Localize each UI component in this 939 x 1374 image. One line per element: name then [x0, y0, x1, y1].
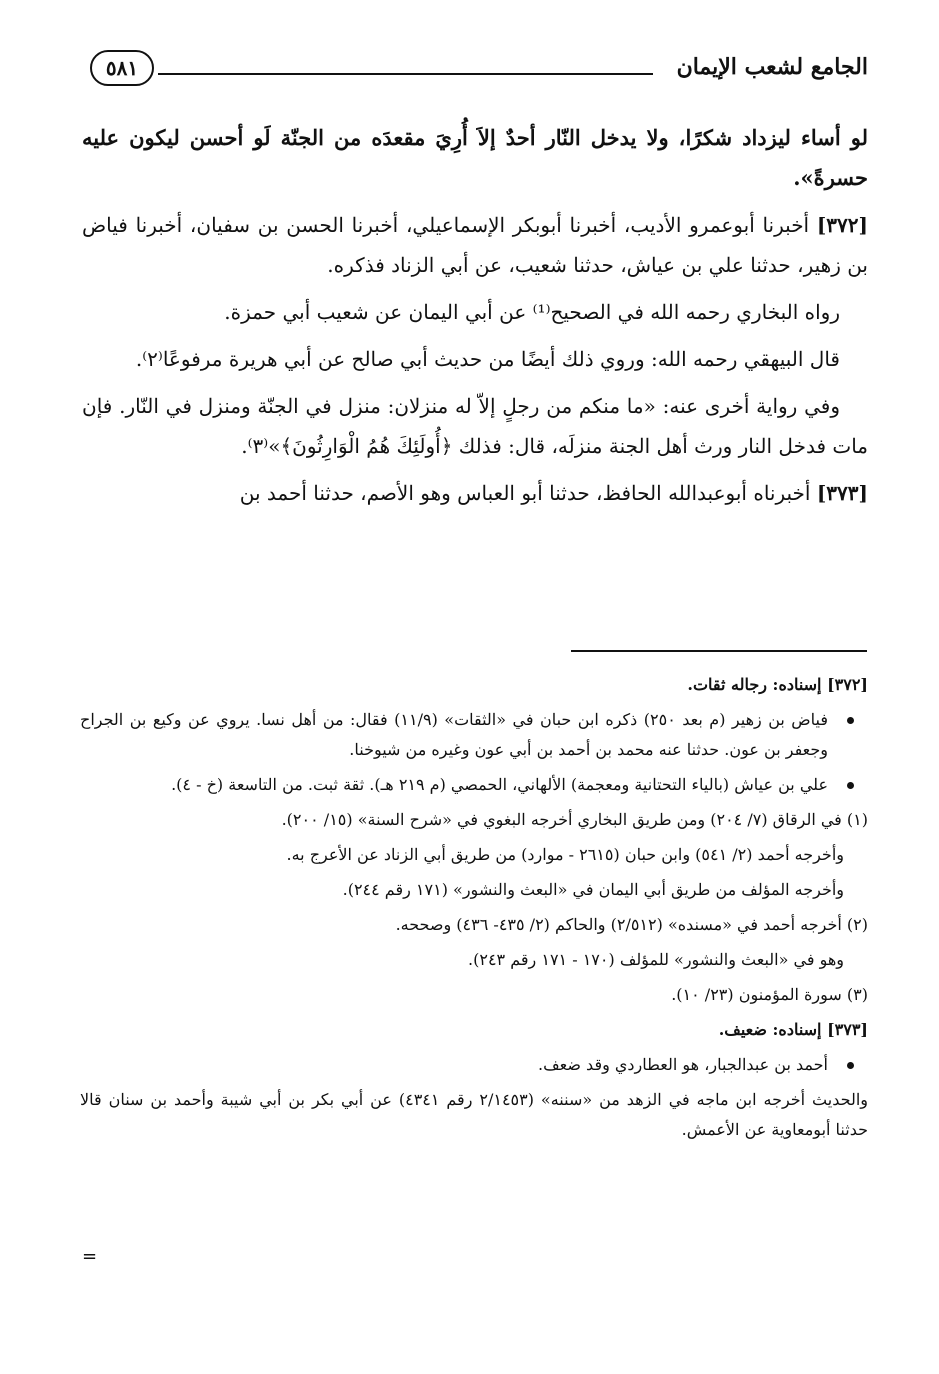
footnote-2: (٢) أخرجه أحمد في «مسنده» (٢/٥١٢) والحاكم (٢/ ٤٣٥- ٤٣٦) وصححه.	[395, 915, 868, 934]
paragraph-other-narration: وفي رواية أخرى عنه: «ما منكم من رجلٍ إلاّ له منزلان: منزل في الجنّة ومنزل في النّار. فإن مات فدخل النار ورث أهل الجنة منزلَه، قال: فذلك ﴿أُولَئِكَ هُمُ الْوَارِثُونَ﴾»⁽٣⁾.	[82, 394, 868, 458]
footnote-1: (١) في الرقاق (٧/ ٢٠٤) ومن طريق البخاري أخرجه البغوي في «شرح السنة» (١٥/ ٢٠٠).	[281, 810, 868, 829]
page-header	[78, 44, 868, 94]
footnote-bullet-text: علي بن عياش (بالياء التحتانية ومعجمة) الألهاني، الحمصي (م ٢١٩ هـ). ثقة ثبت. من التاسعة (خ - ٤).	[171, 775, 828, 794]
footnote-isnad-373: [٣٧٣] إسناده: ضعيف.	[718, 1020, 868, 1039]
footnote-2-cont: وهو في «البعث والنشور» للمؤلف (١٧٠ - ١٧١ رقم ٢٤٣).	[468, 950, 844, 969]
bullet-icon	[847, 782, 854, 789]
bullet-icon	[847, 1062, 854, 1069]
running-title: الجامع لشعب الإيمان	[676, 54, 868, 80]
footnote-bullet	[80, 1050, 868, 1080]
hadith-372-chain: أخبرنا أبوعمرو الأديب، أخبرنا أبوبكر الإسماعيلي، أخبرنا الحسن بن سفيان، أخبرنا فياض بن زهير، حدثنا علي بن عياش، حدثنا شعيب، عن أبي الزناد فذكره.	[82, 213, 868, 277]
hadith-number-372: [٣٧٢]	[816, 213, 868, 237]
hadith-373-chain: أخبرناه أبوعبدالله الحافظ، حدثنا أبو العباس وهو الأصم، حدثنا أحمد بن	[239, 481, 811, 505]
footnote-bullet	[80, 705, 868, 765]
footnote-bullet	[80, 770, 868, 800]
paragraph-bukhari-note: رواه البخاري رحمه الله في الصحيح⁽¹⁾ عن أبي اليمان عن شعيب أبي حمزة.	[224, 300, 840, 324]
footnote-3: (٣) سورة المؤمنون (٢٣/ ١٠).	[671, 985, 868, 1004]
footnotes	[80, 670, 868, 1145]
footnote-bullet-text: أحمد بن عبدالجبار، هو العطاردي وقد ضعف.	[538, 1055, 828, 1074]
paragraph-hadith-373	[82, 473, 868, 513]
paragraph-bayhaqi-note: قال البيهقي رحمه الله: وروي ذلك أيضًا من حديث أبي صالح عن أبي هريرة مرفوعًا⁽٢⁾.	[135, 347, 840, 371]
hadith-number-373: [٣٧٣]	[816, 481, 868, 505]
footnote-1-cont: وأخرجه أحمد (٢/ ٥٤١) وابن حبان (٢٦١٥ - موارد) من طريق أبي الزناد عن الأعرج به.	[286, 845, 844, 864]
footnote-373-takhrij: والحديث أخرجه ابن ماجه في الزهد من «سننه» (٢/١٤٥٣ رقم ٤٣٤١) عن أبي بكر بن أبي شيبة وأحمد بن سنان قالا حدثنا أبومعاوية عن الأعمش.	[80, 1090, 868, 1139]
page-number: ٥٨١	[90, 50, 154, 86]
footnote-separator	[571, 650, 867, 652]
footnote-1-cont: وأخرجه المؤلف من طريق أبي اليمان في «البعث والنشور» (١٧١ رقم ٢٤٤).	[342, 880, 844, 899]
main-text	[82, 118, 868, 520]
footnote-isnad-372: [٣٧٢] إسناده: رجاله ثقات.	[687, 675, 868, 694]
footnote-bullet-text: فياض بن زهير (م بعد ٢٥٠) ذكره ابن حبان في «الثقات» (١١/٩) فقال: من أهل نسا. يروي عن وكيع بن الجراح وجعفر بن عون. حدثنا عنه محمد بن أحمد بن أبي عون وغيره من شيوخنا.	[80, 710, 829, 759]
paragraph-hadith-372	[82, 205, 868, 285]
continuation-mark: =	[82, 1246, 98, 1267]
paragraph-hadith-end: لو أساء ليزداد شكرًا، ولا يدخل النّار أحدٌ إلاَ أُرِيَ مقعدَه من الجنّة لَو أحسن ليكون عليه حسرةً».	[82, 125, 868, 190]
header-rule	[158, 73, 653, 75]
bullet-icon	[847, 717, 854, 724]
